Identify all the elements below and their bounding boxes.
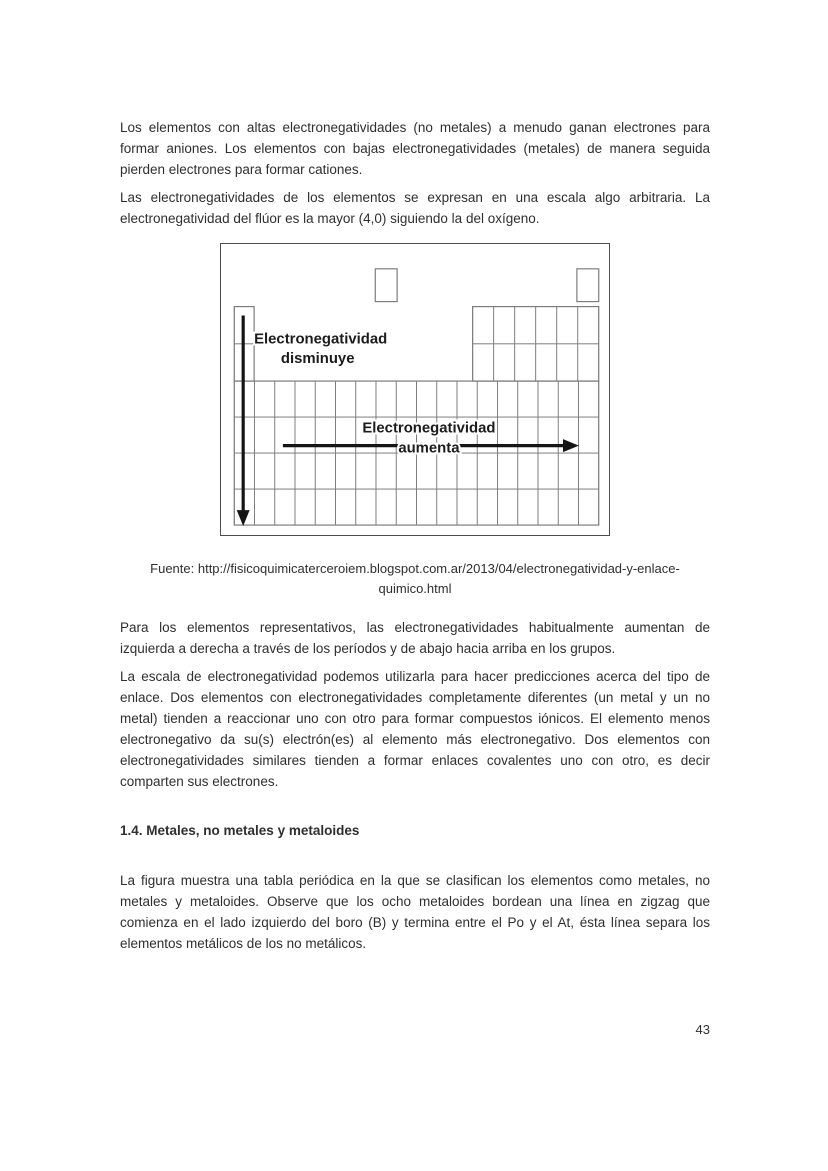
section-heading: 1.4. Metales, no metales y metaloides [120,823,360,838]
paragraph-metals-nonmetals: La figura muestra una tabla periódica en la que se clasifican los elementos como metales, no metales y metaloides. Observe que los ocho metaloides bordean una línea en zigzag que comienza en el lado izquierdo del boro (B) y termina entre el Po y el At, ésta línea separa los elementos metálicos de los no metálicos. [120,873,710,951]
figure-label-decrease-line1: Electronegatividad [254,331,388,348]
figure-label-decrease-line2: disminuye [280,351,355,368]
figure-frame [220,243,610,536]
paragraph-bond-predictions: La escala de electronegatividad podemos utilizarla para hacer predicciones acerca del tipo de enlace. Dos elementos con electronegatividades completamente diferentes (un metal y un no metal) tienden a reaccionar uno con otro para formar compuestos iónicos. El elemento menos electronegativo da su(s) electrón(es) al elemento más electronegativo. Dos elementos con electronegatividades similares tienden a formar enlaces covalentes uno con otro, es decir comparten sus electrones. [120,669,710,789]
paragraph-electronegativity-ions: Los elementos con altas electronegatividades (no metales) a menudo ganan electrones para formar aniones. Los elementos con bajas electronegatividades (metales) de manera seguida pierden electrones para formar cationes. [120,120,710,177]
figure-label-increase-line1: Electronegatividad [362,420,496,437]
paragraph-electronegativity-scale: Las electronegatividades de los elementos se expresan en una escala algo arbitraria. La electronegatividad del flúor es la mayor (4,0) siguiendo la del oxígeno. [120,190,710,226]
figure-caption: Fuente: http://fisicoquimicaterceroiem.blogspot.com.ar/2013/04/electronegatividad-y-enlace-quimico.html [150,561,680,596]
periodic-table-diagram [221,244,609,535]
cell-hydrogen [375,269,397,302]
document-page [120,117,710,961]
figure-label-increase-line2: aumenta [398,440,460,457]
figure-periodic-table [220,243,610,536]
cell-helium [577,269,599,302]
right-block-grid [473,307,599,381]
page-number: 43 [695,1022,710,1037]
paragraph-representative-elements: Para los elementos representativos, las electronegatividades habitualmente aumentan de izquierda a derecha a través de los períodos y de abajo hacia arriba en los grupos. [120,620,710,656]
